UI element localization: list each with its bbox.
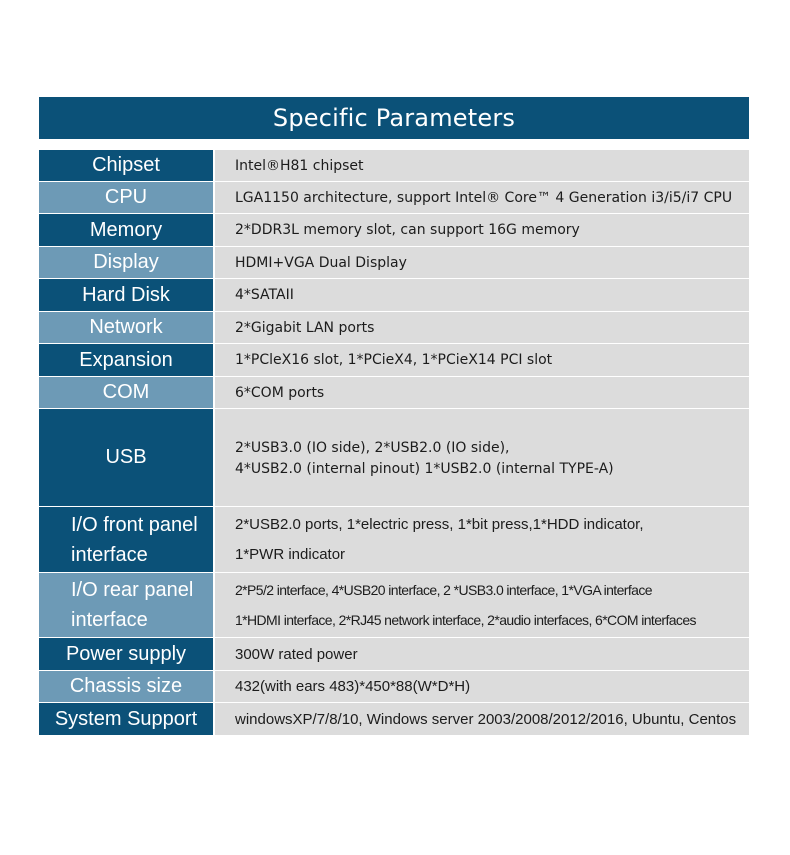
row-value: HDMI+VGA Dual Display — [215, 247, 749, 278]
row-value: 2*USB3.0 (IO side), 2*USB2.0 (IO side), 4*USB2.0 (internal pinout) 1*USB2.0 (internal TYPE-A) — [215, 409, 749, 506]
row-label: CPU — [39, 182, 213, 213]
row-label: COM — [39, 377, 213, 408]
row-value: 2*Gigabit LAN ports — [215, 312, 749, 343]
row-label: Memory — [39, 214, 213, 246]
table-row — [39, 573, 749, 637]
row-value: 2*P5/2 interface, 4*USB20 interface, 2 *USB3.0 interface, 1*VGA interface 1*HDMI interface, 2*RJ45 network interface, 2*audio interfaces, 6*COM interfaces — [215, 573, 749, 637]
page-title: Specific Parameters — [39, 97, 749, 139]
table-row — [39, 214, 749, 246]
row-value: 4*SATAII — [215, 279, 749, 311]
table-row — [39, 279, 749, 311]
table-row — [39, 150, 749, 181]
row-value: 2*USB2.0 ports, 1*electric press, 1*bit press,1*HDD indicator, 1*PWR indicator — [215, 507, 749, 572]
row-label: Hard Disk — [39, 279, 213, 311]
row-label: Network — [39, 312, 213, 343]
table-row — [39, 182, 749, 213]
row-value: windowsXP/7/8/10, Windows server 2003/2008/2012/2016, Ubuntu, Centos — [215, 703, 749, 735]
row-label: Chipset — [39, 150, 213, 181]
row-label: I/O rear panel interface — [39, 573, 213, 637]
row-value: Intel®H81 chipset — [215, 150, 749, 181]
row-value: 2*DDR3L memory slot, can support 16G memory — [215, 214, 749, 246]
parameters-table — [39, 150, 749, 736]
row-label: USB — [39, 409, 213, 506]
row-value: 432(with ears 483)*450*88(W*D*H) — [215, 671, 749, 702]
row-label: I/O front panel interface — [39, 507, 213, 572]
table-row — [39, 344, 749, 376]
row-value: LGA1150 architecture, support Intel® Core™ 4 Generation i3/i5/i7 CPU — [215, 182, 749, 213]
row-label: System Support — [39, 703, 213, 735]
row-label: Power supply — [39, 638, 213, 670]
row-value: 1*PCleX16 slot, 1*PCieX4, 1*PCieX14 PCI slot — [215, 344, 749, 376]
table-row — [39, 409, 749, 506]
table-row — [39, 671, 749, 702]
row-label: Chassis size — [39, 671, 213, 702]
row-label: Display — [39, 247, 213, 278]
table-row — [39, 312, 749, 343]
table-row — [39, 638, 749, 670]
row-value: 6*COM ports — [215, 377, 749, 408]
table-row — [39, 507, 749, 572]
table-row — [39, 703, 749, 735]
table-row — [39, 377, 749, 408]
row-value: 300W rated power — [215, 638, 749, 670]
row-label: Expansion — [39, 344, 213, 376]
table-row — [39, 247, 749, 278]
